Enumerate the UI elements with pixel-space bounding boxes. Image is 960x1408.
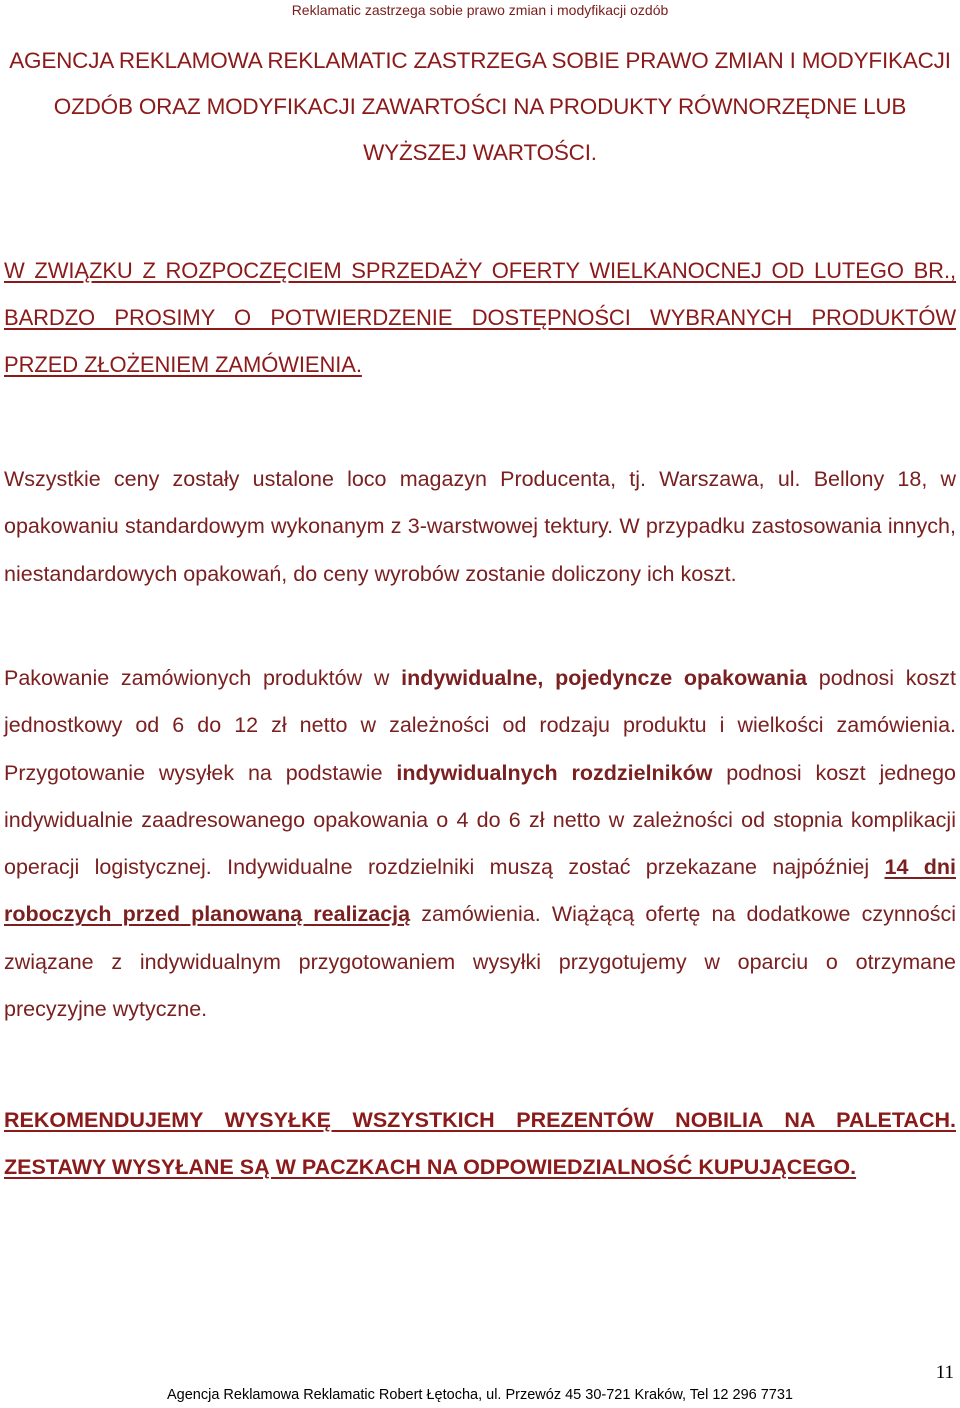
recommendation-notice — [4, 1097, 956, 1191]
page-number: 11 — [935, 1362, 954, 1383]
prices-paragraph — [4, 456, 956, 598]
packing-highlight-3: 14 dni roboczych przed planowaną realizacją — [4, 855, 956, 927]
prices-text: Wszystkie ceny zostały ustalone loco magazyn Producenta, tj. Warszawa, ul. Bellony 18, w opakowaniu standardowym wykonanym z 3-warstwowej tektury. W przypadku zastosowania innych, niestandardowych opakowań, do ceny wyrobów zostanie doliczony ich koszt. — [4, 467, 956, 586]
recommendation-text: REKOMENDUJEMY WYSYŁKĘ WSZYSTKICH PREZENTÓW NOBILIA NA PALETACH. ZESTAWY WYSYŁANE SĄ W PACZKACH NA ODPOWIEDZIALNOŚĆ KUPUJĄCEGO. — [4, 1108, 956, 1179]
packing-text-2: podnosi koszt jednostkowy od 6 do 12 zł netto w zależności od rodzaju produktu i wielkości zamówienia. Przygotowanie wysyłek na podstawie — [4, 666, 956, 785]
packing-text-1: Pakowanie zamówionych produktów w — [4, 666, 402, 690]
modification-notice — [4, 38, 956, 176]
packing-paragraph — [4, 655, 956, 1033]
modification-notice-text: AGENCJA REKLAMOWA REKLAMATIC ZASTRZEGA SOBIE PRAWO ZMIAN I MODYFIKACJI OZDÓB ORAZ MODYFIKACJI ZAWARTOŚCI NA PRODUKTY RÓWNORZĘDNE LUB WYŻSZEJ WARTOŚCI. — [9, 48, 951, 165]
packing-text-3: podnosi koszt jednego indywidualnie zaadresowanego opakowania o 4 do 6 zł netto w zależności od stopnia komplikacji operacji logistycznej. Indywidualne rozdzielniki muszą zostać przekazane najpóźniej — [4, 760, 957, 880]
availability-notice — [4, 247, 956, 388]
page-header: Reklamatic zastrzega sobie prawo zmian i modyfikacji ozdób — [291, 2, 669, 18]
page-footer: Agencja Reklamowa Reklamatic Robert Łętocha, ul. Przewóz 45 30-721 Kraków, Tel 12 296 7731 — [166, 1387, 793, 1403]
packing-highlight-1: indywidualne, pojedyncze opakowania — [401, 666, 807, 690]
packing-text-4: zamówienia. Wiążącą ofertę na dodatkowe czynności związane z indywidualnym przygotowaniem wysyłki przygotujemy w oparciu o otrzymane precyzyjne wytyczne. — [4, 902, 956, 1022]
availability-notice-text: W ZWIĄZKU Z ROZPOCZĘCIEM SPRZEDAŻY OFERTY WIELKANOCNEJ OD LUTEGO BR., BARDZO PROSIMY O POTWIERDZENIE DOSTĘPNOŚCI WYBRANYCH PRODUKTÓW PRZED ZŁOŻENIEM ZAMÓWIENIA. — [4, 258, 956, 377]
packing-highlight-2: indywidualnych rozdzielników — [396, 760, 713, 785]
